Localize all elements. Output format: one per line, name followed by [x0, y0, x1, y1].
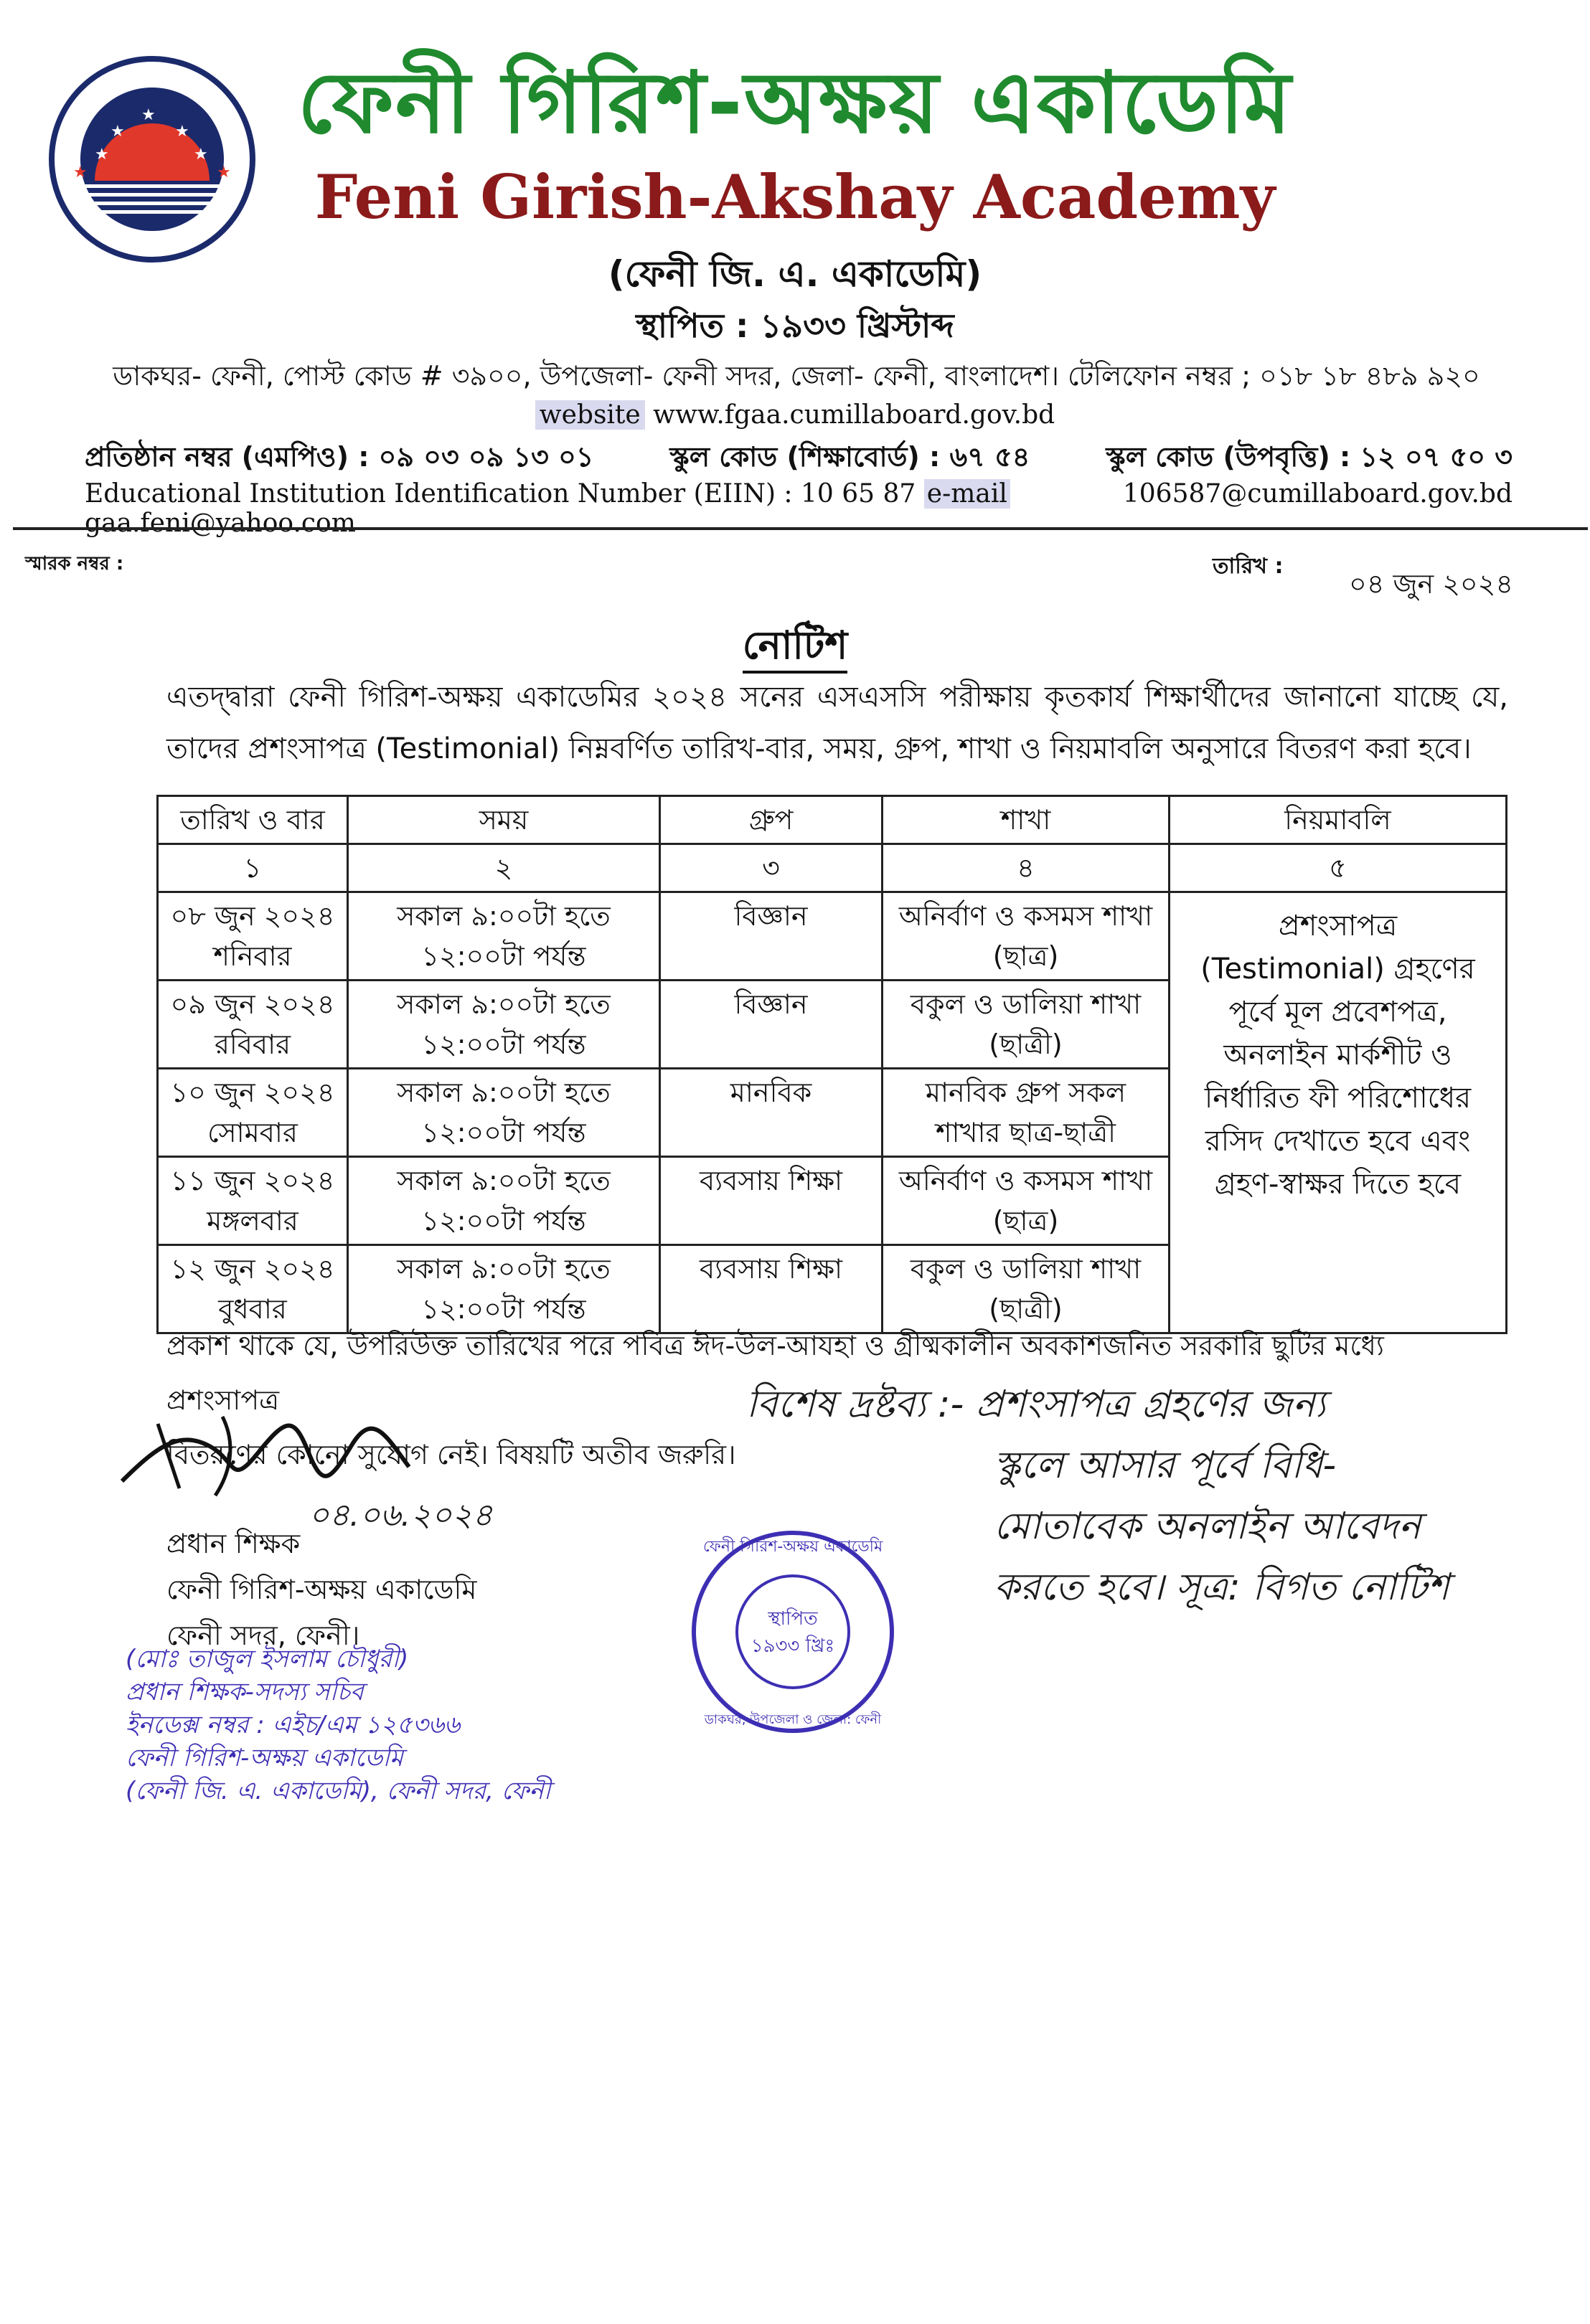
codes-line [85, 436, 1513, 482]
branch-cell [883, 981, 1170, 1069]
website-link[interactable]: www.fgaa.cumillaboard.gov.bd [653, 400, 1055, 430]
time-end: ১২:০০টা পর্যন্ত [421, 1293, 586, 1325]
branch-gender: শাখার ছাত্র-ছাত্রী [936, 1117, 1116, 1148]
notice-body: এতদ্দ্বারা ফেনী গিরিশ-অক্ষয় একাডেমির ২০২৪ সনের এসএসসি পরীক্ষায় কৃতকার্য শিক্ষার্থীদের জানানো যাচ্ছে যে, তাদের প্রশংসাপত্র (Testimonial) নিম্নবর্ণিত তারিখ-বার, সময়, গ্রুপ, শাখা ও নিয়মাবলি অনুসারে বিতরণ করা হবে। [166, 681, 1508, 765]
date-text: ১২ জুন ২০২৪ [170, 1253, 335, 1285]
date-text: ১০ জুন ২০২৪ [170, 1077, 335, 1108]
date-value: ০৪ জুন ২০২৪ [1349, 568, 1513, 600]
school-code-board: স্কুল কোড (শিক্ষাবোর্ড) : ৬৭ ৫৪ [669, 441, 1030, 473]
branch-text: অনির্বাণ ও কসমস শাখা [898, 900, 1153, 932]
svg-text:★: ★ [141, 106, 156, 124]
day-text: সোমবার [207, 1117, 298, 1148]
svg-text:ডাকঘর, উপজেলা ও জেলা: ফেনী: ডাকঘর, উপজেলা ও জেলা: ফেনী [704, 1712, 882, 1727]
school-title-bengali: ফেনী গিরিশ-অক্ষয় একাডেমি [297, 53, 1293, 152]
day-text: রবিবার [215, 1029, 291, 1060]
footer-note-line: প্রকাশ থাকে যে, উপরিউক্ত তারিখের পরে পবিত্র ঈদ-উল-আযহা ও গ্রীষ্মকালীন অবকাশজনিত সরকারি ছুটির মধ্যে প্রশংসাপত্র [166, 1330, 1384, 1416]
header-group: গ্রুপ [660, 796, 883, 844]
stamp-name: (মোঃ তাজুল ইসলাম চৌধুরী) [126, 1645, 409, 1673]
column-number: ৩ [660, 844, 883, 892]
group-cell: বিজ্ঞান [660, 892, 883, 981]
rules-line: পূর্বে মূল প্রবেশপত্র, [1228, 996, 1447, 1029]
header-branch: শাখা [883, 796, 1170, 844]
column-number: ৫ [1170, 844, 1507, 892]
date-cell [158, 892, 348, 981]
signatory-block [166, 1521, 476, 1658]
time-start: সকাল ৯:০০টা হতে [397, 1165, 611, 1196]
branch-cell [883, 892, 1170, 981]
notice-title [0, 615, 1590, 680]
day-text: বুধবার [218, 1293, 287, 1325]
website-line [0, 400, 1590, 430]
branch-cell [883, 1069, 1170, 1157]
stamp-org: ফেনী গিরিশ-অক্ষয় একাডেমি [126, 1744, 403, 1772]
handwritten-note-line: স্কুলে আসার পূর্বে বিধি- [994, 1444, 1337, 1487]
time-start: সকাল ৯:০০টা হতে [397, 1253, 611, 1285]
time-end: ১২:০০টা পর্যন্ত [421, 1205, 586, 1237]
group-cell: ব্যবসায় শিক্ষা [660, 1157, 883, 1245]
time-start: সকাল ৯:০০টা হতে [397, 900, 611, 932]
rules-line: অনলাইন মার্কশীট ও [1223, 1039, 1452, 1072]
eiin-number: Educational Institution Identification Number (EIIN) : 10 65 87 [85, 479, 916, 509]
group-cell: ব্যবসায় শিক্ষা [660, 1245, 883, 1333]
svg-text:১৯৩৩ খ্রিঃ: ১৯৩৩ খ্রিঃ [751, 1635, 835, 1657]
schedule-table [156, 795, 1507, 1334]
branch-gender: (ছাত্র) [992, 1205, 1059, 1237]
date-text: ০৮ জুন ২০২৪ [170, 900, 335, 932]
branch-cell [883, 1157, 1170, 1245]
table-header-row [158, 796, 1507, 844]
signatory-title: প্রধান শিক্ষক [166, 1528, 301, 1559]
round-seal [685, 1524, 900, 1739]
address-line: ডাকঘর- ফেনী, পোস্ট কোড # ৩৯০০, উপজেলা- ফেনী সদর, জেলা- ফেনী, বাংলাদেশ। টেলিফোন নম্বর ; ০১৮ ১৮ ৪৮৯ ৯২০ [113, 360, 1480, 392]
email-secondary[interactable]: 106587@cumillaboard.gov.bd [1122, 479, 1513, 509]
rules-line: প্রশংসাপত্র [1278, 910, 1398, 943]
handwritten-note-line: মোতাবেক অনলাইন আবেদন [994, 1505, 1421, 1548]
header-divider [13, 527, 1588, 530]
school-subtitle: (ফেনী জি. এ. একাডেমি) [608, 253, 982, 295]
header-time: সময় [348, 796, 660, 844]
branch-text: অনির্বাণ ও কসমস শাখা [898, 1165, 1153, 1196]
branch-text: বকুল ও ডালিয়া শাখা [910, 988, 1142, 1020]
institution-number: প্রতিষ্ঠান নম্বর (এমপিও) : ০৯ ০৩ ০৯ ১৩ ০১ [85, 441, 594, 473]
name-stamp [126, 1643, 550, 1808]
svg-text:★: ★ [194, 146, 208, 164]
svg-text:★: ★ [217, 164, 231, 181]
branch-text: মানবিক গ্রুপ সকল [925, 1077, 1126, 1108]
footer-note-line: বিতরণের কোনো সুযোগ নেই। বিষয়টি অতীব জরুরি। [166, 1439, 736, 1470]
rules-line: গ্রহণ-স্বাক্ষর দিতে হবে [1214, 1168, 1462, 1201]
svg-text:স্থাপিত: স্থাপিত [768, 1608, 818, 1630]
group-cell: বিজ্ঞান [660, 981, 883, 1069]
time-start: সকাল ৯:০০টা হতে [397, 1077, 611, 1108]
date-cell [158, 1069, 348, 1157]
stamp-role: প্রধান শিক্ষক-সদস্য সচিব [126, 1678, 364, 1706]
website-label: website [535, 400, 645, 430]
signatory-org: ফেনী গিরিশ-অক্ষয় একাডেমি [166, 1574, 477, 1605]
signatory-place: ফেনী সদর, ফেনী। [166, 1620, 360, 1651]
time-start: সকাল ৯:০০টা হতে [397, 988, 611, 1020]
date-cell [158, 1157, 348, 1245]
date-cell [158, 981, 348, 1069]
email-primary[interactable]: gaa.feni@yahoo.com [85, 509, 356, 538]
rules-cell [1170, 892, 1507, 1333]
notice-title-text: নোটিশ [743, 623, 848, 674]
rules-line: নির্ধারিত ফী পরিশোধের [1204, 1082, 1472, 1115]
header-date: তারিখ ও বার [158, 796, 348, 844]
svg-text:★: ★ [73, 164, 88, 181]
reference-label: স্মারক নম্বর : [25, 553, 124, 575]
svg-text:★: ★ [110, 123, 125, 141]
date-text: ১১ জুন ২০২৪ [170, 1165, 335, 1196]
stamp-index: ইনডেক্স নম্বর : এইচ/এম ১২৫৩৬৬ [126, 1711, 461, 1739]
date-label: তারিখ : [1213, 554, 1284, 579]
time-end: ১২:০০টা পর্যন্ত [421, 1117, 586, 1148]
time-cell [348, 1069, 660, 1157]
table-number-row [158, 844, 1507, 892]
email-label: e-mail [924, 479, 1010, 509]
rules-line: (Testimonial) গ্রহণের [1200, 953, 1475, 986]
school-code-stipend: স্কুল কোড (উপবৃত্তি) : ১২ ০৭ ৫০ ৩ [1106, 441, 1513, 473]
branch-text: বকুল ও ডালিয়া শাখা [910, 1253, 1142, 1285]
time-cell [348, 981, 660, 1069]
time-end: ১২:০০টা পর্যন্ত [421, 940, 586, 972]
day-text: মঙ্গলবার [207, 1205, 298, 1237]
svg-text:★: ★ [95, 146, 109, 164]
time-cell [348, 1157, 660, 1245]
handwritten-note-line: করতে হবে। সূত্র: বিগত নোটিশ [994, 1566, 1449, 1609]
branch-gender: (ছাত্র) [992, 940, 1059, 972]
svg-text:ফেনী গিরিশ-অক্ষয় একাডেমি: ফেনী গিরিশ-অক্ষয় একাডেমি [702, 1538, 883, 1556]
column-number: ৪ [883, 844, 1170, 892]
table-row [158, 892, 1507, 981]
svg-text:★: ★ [175, 123, 189, 141]
date-text: ০৯ জুন ২০২৪ [170, 988, 335, 1020]
branch-gender: (ছাত্রী) [989, 1293, 1063, 1325]
time-cell [348, 892, 660, 981]
school-title-english: Feni Girish-Akshay Academy [314, 161, 1276, 232]
branch-gender: (ছাত্রী) [989, 1029, 1063, 1060]
rules-line: রসিদ দেখাতে হবে এবং [1205, 1125, 1471, 1158]
time-end: ১২:০০টা পর্যন্ত [421, 1029, 586, 1060]
column-number: ১ [158, 844, 348, 892]
signature-date: ০৪.০৬.২০২৪ [309, 1497, 493, 1534]
column-number: ২ [348, 844, 660, 892]
header-rules: নিয়মাবলি [1170, 796, 1507, 844]
handwritten-note-line: বিশেষ দ্রষ্টব্য :- প্রশংসাপত্র গ্রহণের জন্য [746, 1383, 1326, 1426]
founded-line: স্থাপিত : ১৯৩৩ খ্রিস্টাব্দ [636, 306, 954, 345]
day-text: শনিবার [213, 940, 292, 972]
stamp-org-alt: (ফেনী জি. এ. একাডেমি), ফেনী সদর, ফেনী [126, 1777, 551, 1805]
group-cell: মানবিক [660, 1069, 883, 1157]
